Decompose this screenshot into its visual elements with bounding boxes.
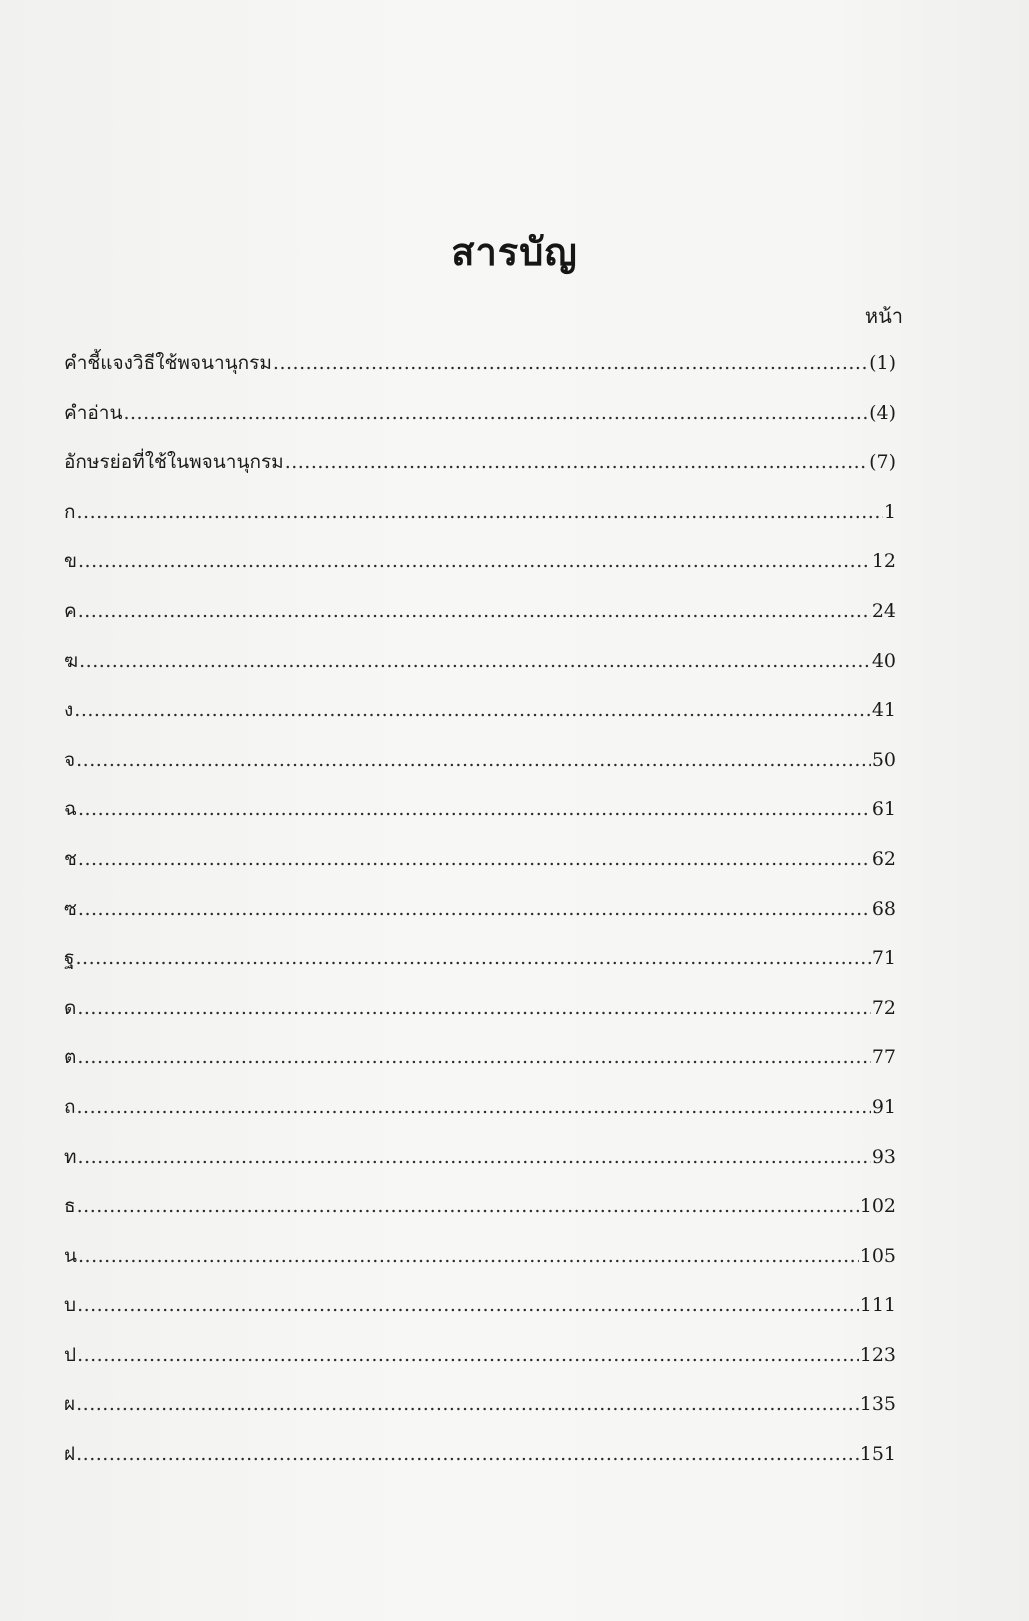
dot-leader <box>78 598 871 624</box>
dot-leader <box>78 896 871 922</box>
toc-entry <box>64 1243 896 1293</box>
toc-entry-page-number: 102 <box>859 1195 896 1218</box>
page-title: สารบัญ <box>451 230 578 275</box>
toc-entry-label: อักษรย่อที่ใช้ในพจนานุกรม <box>64 451 284 474</box>
toc-entry-label: ผ <box>64 1393 76 1416</box>
dot-leader <box>78 796 871 822</box>
dot-leader <box>76 1391 859 1417</box>
dot-leader <box>78 548 871 574</box>
toc-entry-label: คำชี้แจงวิธีใช้พจนานุกรม <box>64 352 272 374</box>
toc-entry <box>64 548 896 598</box>
toc-entry-page-number: 62 <box>871 847 896 870</box>
toc-entry <box>64 796 896 846</box>
dot-leader <box>78 1144 871 1170</box>
toc-entry-page-number: 40 <box>871 649 896 672</box>
dot-leader <box>123 400 868 426</box>
dot-leader <box>77 995 870 1021</box>
toc-entry-label: บ <box>64 1294 77 1317</box>
toc-entry <box>64 846 896 896</box>
toc-entry-label: ป <box>64 1343 77 1366</box>
toc-entry-label: ถ <box>64 1095 76 1118</box>
toc-entry-page-number: 105 <box>859 1244 896 1267</box>
dot-leader <box>79 648 871 674</box>
toc-entry-page-number: 24 <box>871 599 896 622</box>
dot-leader <box>77 499 883 525</box>
toc-entry-page-number: 111 <box>859 1294 896 1317</box>
toc-entry-label: ช <box>64 847 77 870</box>
toc-entry-label: ค <box>64 599 77 622</box>
toc-entry <box>64 499 896 549</box>
dot-leader <box>77 1292 859 1318</box>
toc-entry <box>64 1292 896 1342</box>
toc-entry-page-number: 68 <box>871 897 896 920</box>
toc-entry <box>64 896 896 946</box>
toc-entry-page-number: 1 <box>883 500 896 523</box>
toc-entry-label: คำอ่าน <box>64 401 123 424</box>
toc-entry-page-number: (7) <box>869 451 896 474</box>
toc-entry-page-number: 77 <box>871 1046 896 1069</box>
toc-entry-page-number: 151 <box>859 1443 896 1466</box>
toc-entry-label: ฆ <box>64 649 79 672</box>
dot-leader <box>273 350 868 376</box>
dot-leader <box>77 1094 871 1120</box>
dot-leader <box>78 1243 859 1269</box>
toc-entry-page-number: 12 <box>871 550 896 573</box>
toc-entry-page-number: 41 <box>871 699 896 722</box>
toc-entry-page-number: 91 <box>871 1095 896 1118</box>
toc-entry-page-number: 123 <box>859 1343 896 1366</box>
toc-entry-page-number: 71 <box>871 947 896 970</box>
toc-entry-label: ฝ <box>64 1443 76 1466</box>
toc-entry-page-number: (1) <box>869 352 896 374</box>
toc-entry-page-number: 135 <box>859 1393 896 1416</box>
dot-leader <box>285 449 868 475</box>
toc-entry-page-number: 50 <box>871 748 896 771</box>
toc-entry <box>64 1044 896 1094</box>
toc-entry-page-number: 93 <box>871 1145 896 1168</box>
toc-entry-label: ซ <box>64 897 77 920</box>
toc-entry <box>64 747 896 797</box>
toc-entry-page-number: 61 <box>871 798 896 821</box>
toc-entry-label: ท <box>64 1145 77 1168</box>
toc-entry-label: ฉ <box>64 798 77 821</box>
toc-entry-label: ก <box>64 500 76 523</box>
toc-entry <box>64 400 896 450</box>
toc-entry <box>64 350 896 400</box>
page-column-label: หน้า <box>864 304 903 328</box>
toc-entry-label: ต <box>64 1046 77 1069</box>
toc-entry-page-number: 72 <box>871 996 896 1019</box>
dot-leader <box>77 1342 859 1368</box>
toc-entry <box>64 1391 896 1441</box>
toc-entry <box>64 1193 896 1243</box>
dot-leader <box>78 846 871 872</box>
dot-leader <box>75 945 870 971</box>
toc-entry-label: น <box>64 1244 77 1267</box>
dot-leader <box>76 747 871 773</box>
dot-leader <box>74 697 871 723</box>
toc-entry <box>64 598 896 648</box>
table-of-contents <box>64 350 896 1491</box>
toc-entry <box>64 995 896 1045</box>
toc-entry-label: ฐ <box>64 947 75 970</box>
toc-entry <box>64 1094 896 1144</box>
toc-entry <box>64 697 896 747</box>
toc-entry <box>64 1144 896 1194</box>
dot-leader <box>76 1441 859 1467</box>
dot-leader <box>77 1044 870 1070</box>
toc-entry-label: ด <box>64 996 77 1019</box>
toc-entry-label: จ <box>64 748 76 771</box>
dot-leader <box>77 1193 859 1219</box>
toc-entry <box>64 945 896 995</box>
toc-entry-page-number: (4) <box>869 401 896 424</box>
toc-entry <box>64 1441 896 1491</box>
toc-entry-label: ธ <box>64 1195 76 1218</box>
toc-entry <box>64 1342 896 1392</box>
toc-entry <box>64 449 896 499</box>
toc-entry-label: ง <box>64 699 74 722</box>
toc-entry <box>64 648 896 698</box>
toc-entry-label: ข <box>64 550 77 573</box>
